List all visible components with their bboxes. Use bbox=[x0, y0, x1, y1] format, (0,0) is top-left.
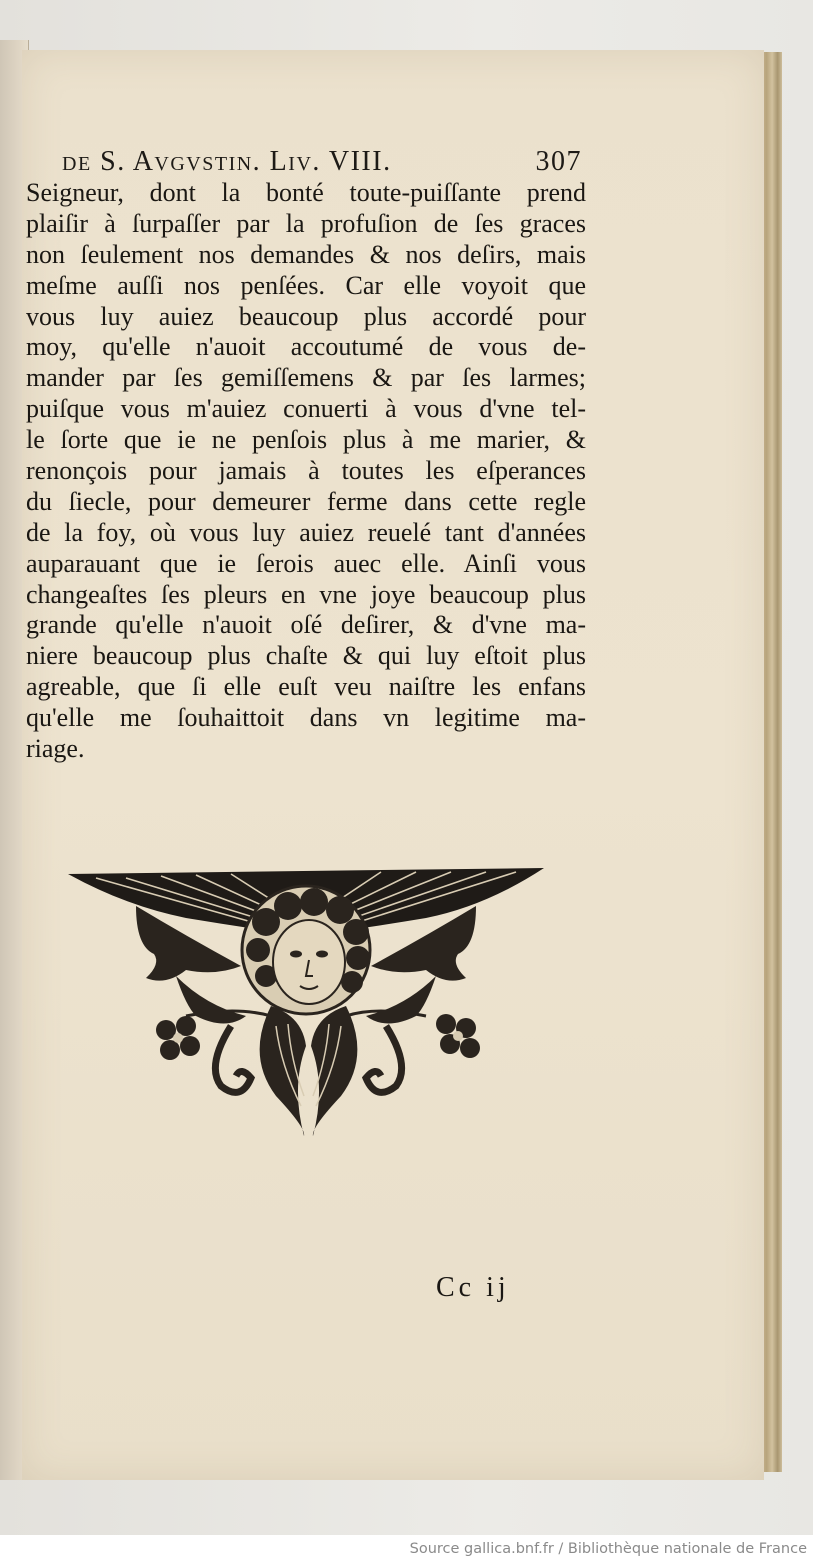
text-line: qu'elle me ſouhaittoit dans vn legitime ma- bbox=[26, 703, 586, 733]
text-line: du ſiecle, pour demeurer ferme dans cette regle bbox=[26, 486, 586, 516]
text-line: auparauant que ie ſerois auec elle. Ainſi vous bbox=[26, 548, 586, 578]
text-line: non ſeulement nos demandes & nos deſirs, mais bbox=[26, 239, 586, 269]
text-line: le ſorte que ie ne penſois plus à me marier, & bbox=[26, 425, 586, 455]
text-line: grande qu'elle n'auoit oſé deſirer, & d'vne ma- bbox=[26, 610, 586, 640]
text-line: riage. bbox=[26, 734, 85, 764]
text-line: puiſque vous m'auiez conuerti à vous d'vne tel- bbox=[26, 394, 586, 424]
text-line: Seigneur, dont la bonté toute-puiſſante prend bbox=[26, 178, 586, 207]
signature-mark: Cc ij bbox=[436, 1272, 510, 1303]
text-line: moy, qu'elle n'auoit accoutumé de vous de- bbox=[26, 332, 586, 362]
text-line: renonçois pour jamais à toutes les eſperances bbox=[26, 456, 586, 486]
text-line: mander par ſes gemiſſemens & par ſes larmes; bbox=[26, 363, 586, 393]
body-text bbox=[26, 178, 586, 765]
text-line: niere beaucoup plus chaſte & qui luy eſtoit plus bbox=[26, 641, 586, 671]
page-number: 307 bbox=[535, 146, 582, 177]
text-line: changeaſtes ſes pleurs en vne joye beaucoup plus bbox=[26, 579, 586, 609]
source-footer: Source gallica.bnf.fr / Bibliothèque nationale de France bbox=[409, 1541, 807, 1557]
running-head-title: de S. Avgvstin. Liv. VIII. bbox=[62, 146, 392, 177]
running-head bbox=[62, 146, 582, 178]
text-line: de la foy, où vous luy auiez reuelé tant d'années bbox=[26, 517, 586, 547]
text-line: agreable, que ſi elle euſt veu naiſtre les enfans bbox=[26, 672, 586, 702]
text-line: vous luy auiez beaucoup plus accordé pour bbox=[26, 301, 586, 331]
text-line: plaiſir à ſurpaſſer par la profuſion de ſes graces bbox=[26, 208, 586, 238]
text-line: meſme auſſi nos penſées. Car elle voyoit que bbox=[26, 270, 586, 300]
cherub-ornament-icon bbox=[66, 866, 546, 1138]
